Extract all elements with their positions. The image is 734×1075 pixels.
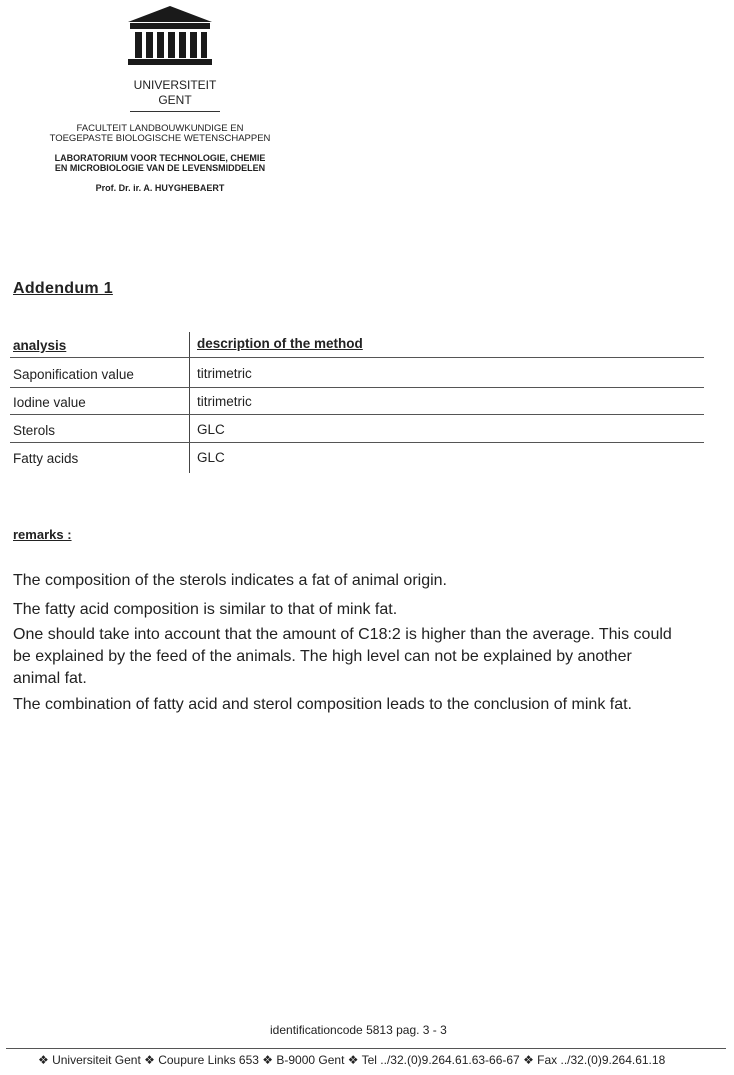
table-row-divider [10,442,704,443]
footer-address: ❖ Universiteit Gent ❖ Coupure Links 653 ❖ B-9000 Gent ❖ Tel ../32.(0)9.264.61.63-66-67 ❖ Fax ../32.(0)9.264.61.18 [38,1053,666,1067]
remark-paragraph: The combination of fatty acid and sterol composition leads to the conclusion of mink fat. [13,696,632,713]
table-cell-analysis: Saponification value [13,367,134,382]
table-header-analysis: analysis [13,338,67,353]
footer-divider [6,1048,726,1049]
remark-paragraph: The fatty acid composition is similar to that of mink fat. [13,601,398,618]
table-cell-method: GLC [197,450,225,465]
identification-code: identificationcode 5813 pag. 3 - 3 [270,1023,447,1037]
university-name-line1: UNIVERSITEIT [133,78,217,92]
laboratory-line1: LABORATORIUM VOOR TECHNOLOGIE, CHEMIE [54,153,266,163]
table-cell-method: titrimetric [197,394,252,409]
university-name-line2: GENT [158,93,192,107]
table-cell-analysis: Fatty acids [13,451,79,466]
table-row-divider [10,387,704,388]
university-logo [124,6,216,66]
table-cell-method: GLC [197,422,225,437]
addendum-title: Addendum 1 [13,280,113,297]
faculty-line2: TOEGEPASTE BIOLOGISCHE WETENSCHAPPEN [49,133,271,144]
table-row-divider [10,357,704,358]
remarks-title: remarks : [13,527,72,542]
table-column-divider [189,332,190,473]
table-cell-method: titrimetric [197,366,252,381]
table-header-method: description of the method [197,336,363,351]
remark-paragraph: One should take into account that the amount of C18:2 is higher than the average. This could be explained by the feed of the animals. The high level can not be explained by another animal fat. [13,626,672,687]
table-row-divider [10,414,704,415]
table-cell-analysis: Iodine value [13,395,86,410]
letterhead-divider [130,111,220,112]
table-cell-analysis: Sterols [13,423,56,438]
professor-name: Prof. Dr. ir. A. HUYGHEBAERT [95,183,225,193]
faculty-line1: FACULTEIT LANDBOUWKUNDIGE EN [76,123,244,134]
remark-paragraph: The composition of the sterols indicates a fat of animal origin. [13,572,447,589]
laboratory-line2: EN MICROBIOLOGIE VAN DE LEVENSMIDDELEN [54,163,266,173]
